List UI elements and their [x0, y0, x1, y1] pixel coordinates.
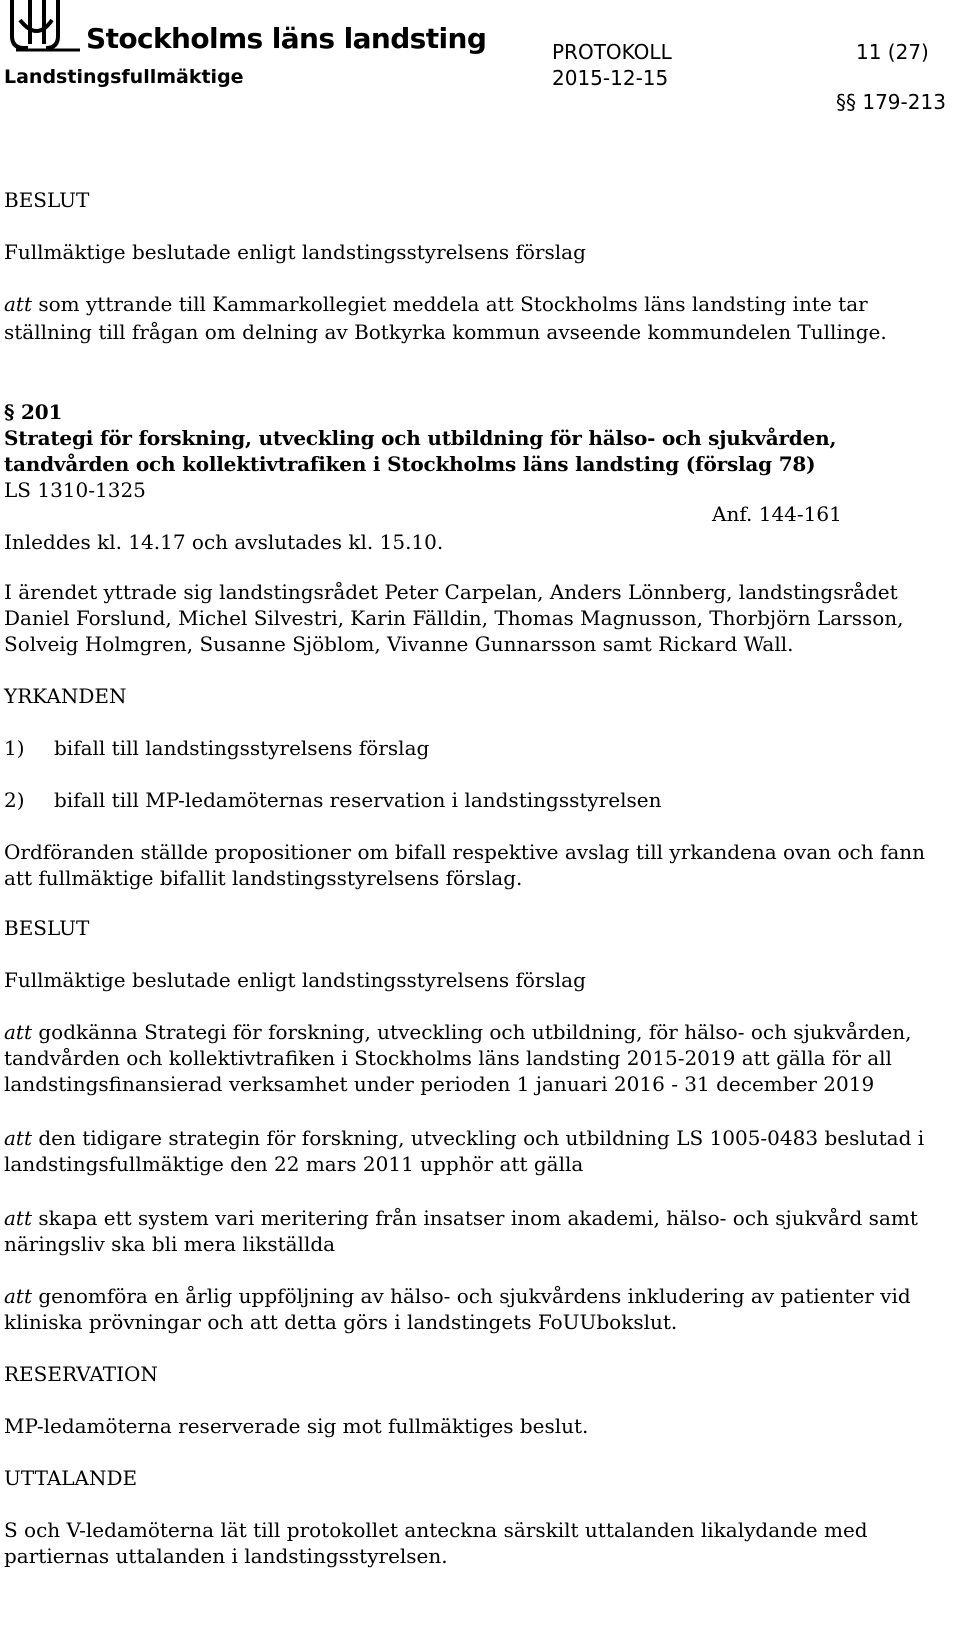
- att-word: att: [4, 1020, 32, 1044]
- assembly-name: Landstingsfullmäktige: [4, 66, 244, 88]
- att-text: genomföra en årlig uppföljning av hälso- och sjukvårdens inkludering av patienter vid: [32, 1284, 911, 1308]
- anforande-range: Anf. 144-161: [712, 502, 842, 526]
- beslut-intro: Fullmäktige beslutade enligt landstingsstyrelsens förslag: [4, 240, 586, 264]
- speakers-text: Daniel Forslund, Michel Silvestri, Karin Fälldin, Thomas Magnusson, Thorbjörn Larsson,: [4, 606, 904, 630]
- yrkande-item: [4, 786, 661, 814]
- att-clause: [4, 1204, 918, 1232]
- paragraph-number: § 201: [4, 400, 63, 424]
- att-word: att: [4, 1284, 32, 1308]
- att-clause: [4, 1282, 911, 1310]
- att-text: godkänna Strategi för forskning, utveckling och utbildning, för hälso- och sjukvården,: [32, 1020, 912, 1044]
- att-clause: näringsliv ska bli mera likställda: [4, 1232, 336, 1256]
- decision-line: [4, 290, 868, 318]
- att-clause: [4, 1018, 911, 1046]
- session-time: Inleddes kl. 14.17 och avslutades kl. 15.10.: [4, 530, 444, 554]
- att-clause: landstingsfinansierad verksamhet under perioden 1 januari 2016 - 31 december 2019: [4, 1072, 875, 1096]
- att-clause: [4, 1124, 924, 1152]
- item-title: tandvården och kollektivtrafiken i Stockholms läns landsting (förslag 78): [4, 452, 816, 476]
- organization-name: Stockholms läns landsting: [86, 22, 487, 55]
- yrkande-text: bifall till MP-ledamöternas reservation i landstingsstyrelsen: [54, 788, 662, 812]
- speakers-text: Solveig Holmgren, Susanne Sjöblom, Vivanne Gunnarsson samt Rickard Wall.: [4, 632, 794, 656]
- reservation-heading: RESERVATION: [4, 1362, 158, 1386]
- att-word: att: [4, 292, 32, 316]
- uttalande-text: partiernas uttalanden i landstingsstyrelsen.: [4, 1544, 448, 1568]
- case-number: LS 1310-1325: [4, 478, 146, 502]
- att-word: att: [4, 1126, 32, 1150]
- reservation-text: MP-ledamöterna reserverade sig mot fullmäktiges beslut.: [4, 1414, 589, 1438]
- landsting-logo-icon: [8, 0, 82, 52]
- document-type: PROTOKOLL: [552, 40, 672, 64]
- uttalande-text: S och V-ledamöterna lät till protokollet anteckna särskilt uttalanden likalydande med: [4, 1518, 868, 1542]
- decision-text: som yttrande till Kammarkollegiet meddela att Stockholms läns landsting inte tar: [32, 292, 868, 316]
- speakers-text: I ärendet yttrade sig landstingsrådet Peter Carpelan, Anders Lönnberg, landstingsrådet: [4, 580, 898, 604]
- uttalande-heading: UTTALANDE: [4, 1466, 138, 1490]
- att-clause: kliniska prövningar och att detta görs i landstingets FoUUbokslut.: [4, 1310, 678, 1334]
- yrkanden-heading: YRKANDEN: [4, 684, 127, 708]
- beslut-heading: BESLUT: [4, 916, 90, 940]
- yrkande-item: [4, 734, 429, 762]
- att-text: den tidigare strategin för forskning, utveckling och utbildning LS 1005-0483 beslutad i: [32, 1126, 925, 1150]
- yrkande-number: 1): [4, 736, 25, 760]
- att-text: skapa ett system vari meritering från insatser inom akademi, hälso- och sjukvård samt: [32, 1206, 918, 1230]
- beslut-heading: BESLUT: [4, 188, 90, 212]
- yrkande-text: bifall till landstingsstyrelsens förslag: [54, 736, 430, 760]
- att-word: att: [4, 1206, 32, 1230]
- chair-text: Ordföranden ställde propositioner om bifall respektive avslag till yrkandena ovan och fann: [4, 840, 926, 864]
- item-title: Strategi för forskning, utveckling och utbildning för hälso- och sjukvården,: [4, 426, 837, 450]
- paragraph-range: §§ 179-213: [836, 90, 946, 114]
- document-date: 2015-12-15: [552, 66, 669, 90]
- att-clause: tandvården och kollektivtrafiken i Stockholms läns landsting 2015-2019 att gälla för all: [4, 1046, 892, 1070]
- decision-line: ställning till frågan om delning av Botkyrka kommun avseende kommundelen Tullinge.: [4, 320, 887, 344]
- att-clause: landstingsfullmäktige den 22 mars 2011 upphör att gälla: [4, 1152, 584, 1176]
- page-number: 11 (27): [856, 40, 929, 64]
- yrkande-number: 2): [4, 788, 25, 812]
- chair-text: att fullmäktige bifallit landstingsstyrelsens förslag.: [4, 866, 523, 890]
- beslut-intro: Fullmäktige beslutade enligt landstingsstyrelsens förslag: [4, 968, 586, 992]
